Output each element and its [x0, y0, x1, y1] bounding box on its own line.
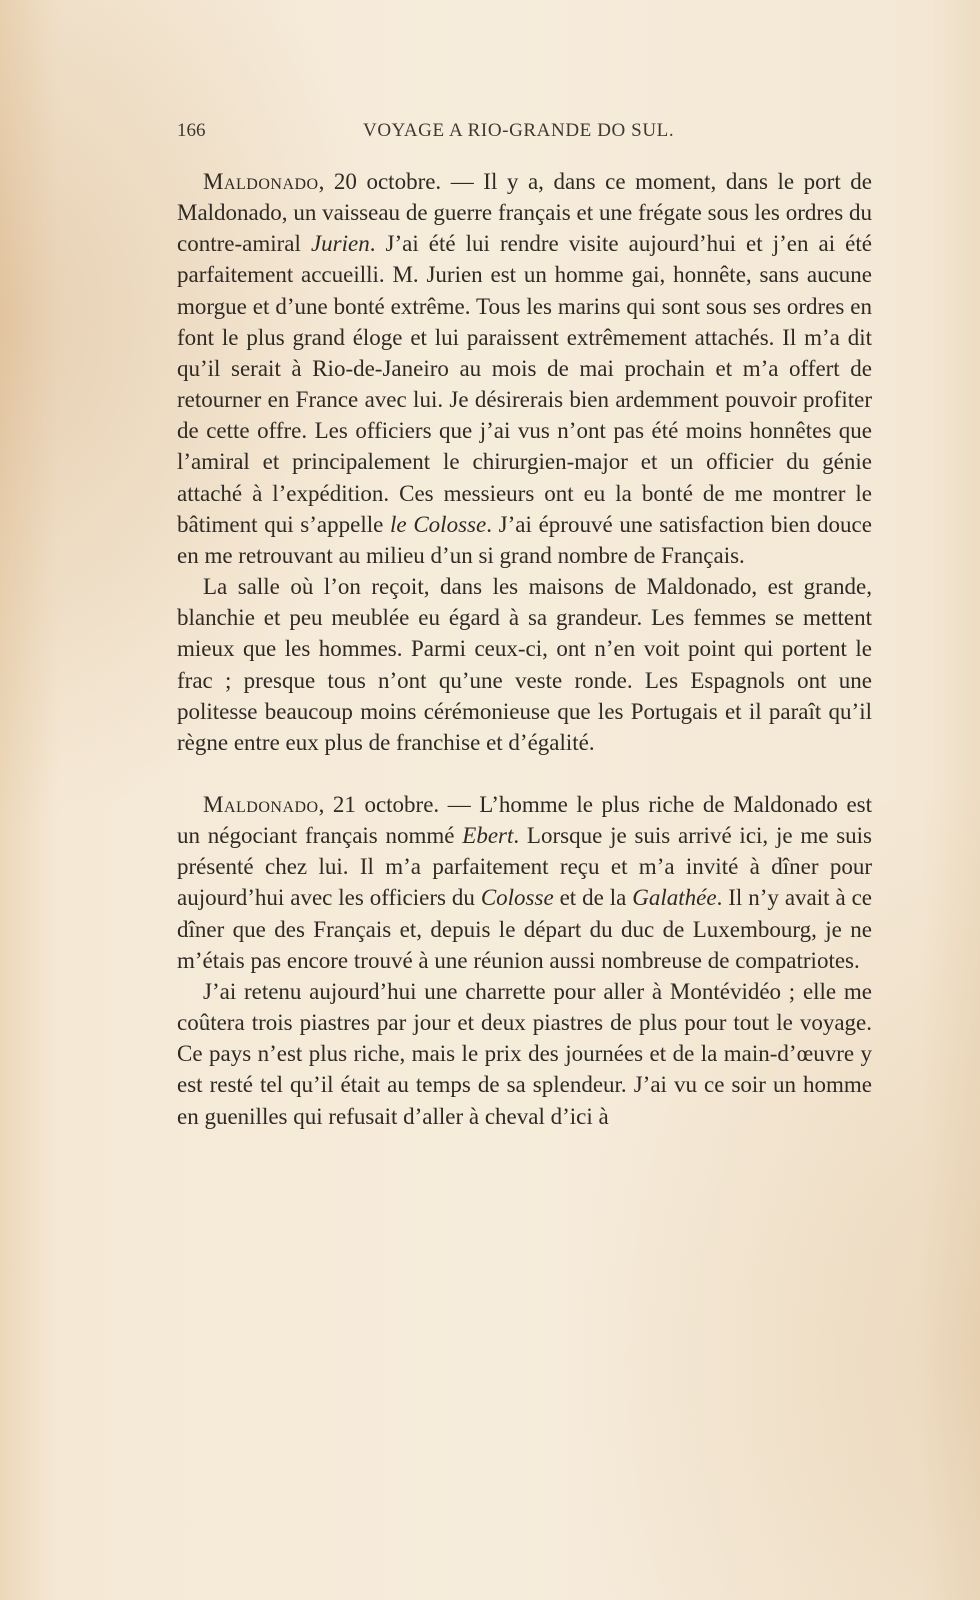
italic-ship-name: Galathée: [632, 885, 717, 911]
text-run: — Il y a, dans ce moment, dans le port de Maldonado, un vaisseau de guerre français et une frégate sous les ordres du contre-amiral: [177, 169, 872, 257]
journal-entry-paragraph: [177, 166, 872, 571]
italic-ship-name: Colosse: [480, 885, 554, 911]
journal-entry-paragraph: [177, 789, 872, 976]
text-run: et de la: [553, 885, 633, 911]
running-title: VOYAGE A RIO-GRANDE DO SUL.: [363, 120, 675, 141]
running-head: [177, 120, 857, 150]
text-run: . Lorsque je suis arrivé ici, je me suis présenté chez lui. Il m’a parfaitement reçu et m’a invité à dîner pour aujourd’hui avec les officiers du: [177, 823, 872, 911]
italic-name: Jurien: [310, 231, 370, 257]
paragraph: [177, 976, 872, 1132]
text-run: . J’ai éprouvé une satisfaction bien douce en me retrouvant au milieu d’un si grand nombre de Français.: [177, 511, 872, 568]
text-run: La salle où l’on reçoit, dans les maisons de Maldonado, est grande, blanchie et peu meublée eu égard à sa grandeur. Les femmes se mettent mieux que les hommes. Parmi ceux-ci, ont n’en voit point qui portent le frac ; presque tous n’ont qu’une veste ronde. Les Espagnols ont une politesse beaucoup moins cérémonieuse que les Portugais et il paraît qu’il règne entre eux plus de franchise et d’égalité.: [177, 574, 872, 755]
entry-place: Maldonado: [203, 791, 319, 817]
text-run: . Il n’y avait à ce dîner que des Français et, depuis le départ du duc de Luxembourg, je ne m’étais pas encore trouvé à une réunion aussi nombreuse de compatriotes.: [177, 885, 873, 973]
body-text: [177, 166, 872, 1132]
page-number: 166: [177, 120, 206, 141]
entry-date: , 20 octobre.: [318, 169, 442, 194]
text-run: — L’homme le plus riche de Maldonado est un négociant français nommé: [177, 791, 873, 849]
italic-name: Ebert: [462, 823, 514, 849]
italic-ship-name: le Colosse: [390, 511, 487, 537]
text-run: J’ai retenu aujourd’hui une charrette pour aller à Montévidéo ; elle me coûtera trois piastres par jour et deux piastres de plus pour tout le voyage. Ce pays n’est plus riche, mais le prix des journées et de la main-d’œuvre y est resté tel qu’il était au temps de sa splendeur. J’ai vu ce soir un homme en guenilles qui refusait d’aller à cheval d’ici à: [177, 978, 872, 1129]
entry-date: , 21 octobre.: [318, 791, 440, 817]
paragraph: [177, 571, 872, 758]
entry-place: Maldonado: [203, 169, 319, 194]
text-run: . J’ai été lui rendre visite aujourd’hui et j’en ai été parfaitement accueilli. M. Jurien est un homme gai, honnête, sans aucune morgue et d’une bonté extrême. Tous les marins qui sont sous ses ordres en font le plus grand éloge et lui paraissent extrêmement attachés. Il m’a dit qu’il serait à Rio-de-Janeiro au mois de mai prochain et m’a offert de retourner en France avec lui. Je désirerais bien ardemment pouvoir profiter de cette offre. Les officiers que j’ai vus n’ont pas été moins honnêtes que l’amiral et principalement le chirurgien-major et un officier du génie attaché à l’expédition. Ces messieurs ont eu la bonté de me montrer le bâtiment qui s’appelle: [177, 231, 872, 537]
